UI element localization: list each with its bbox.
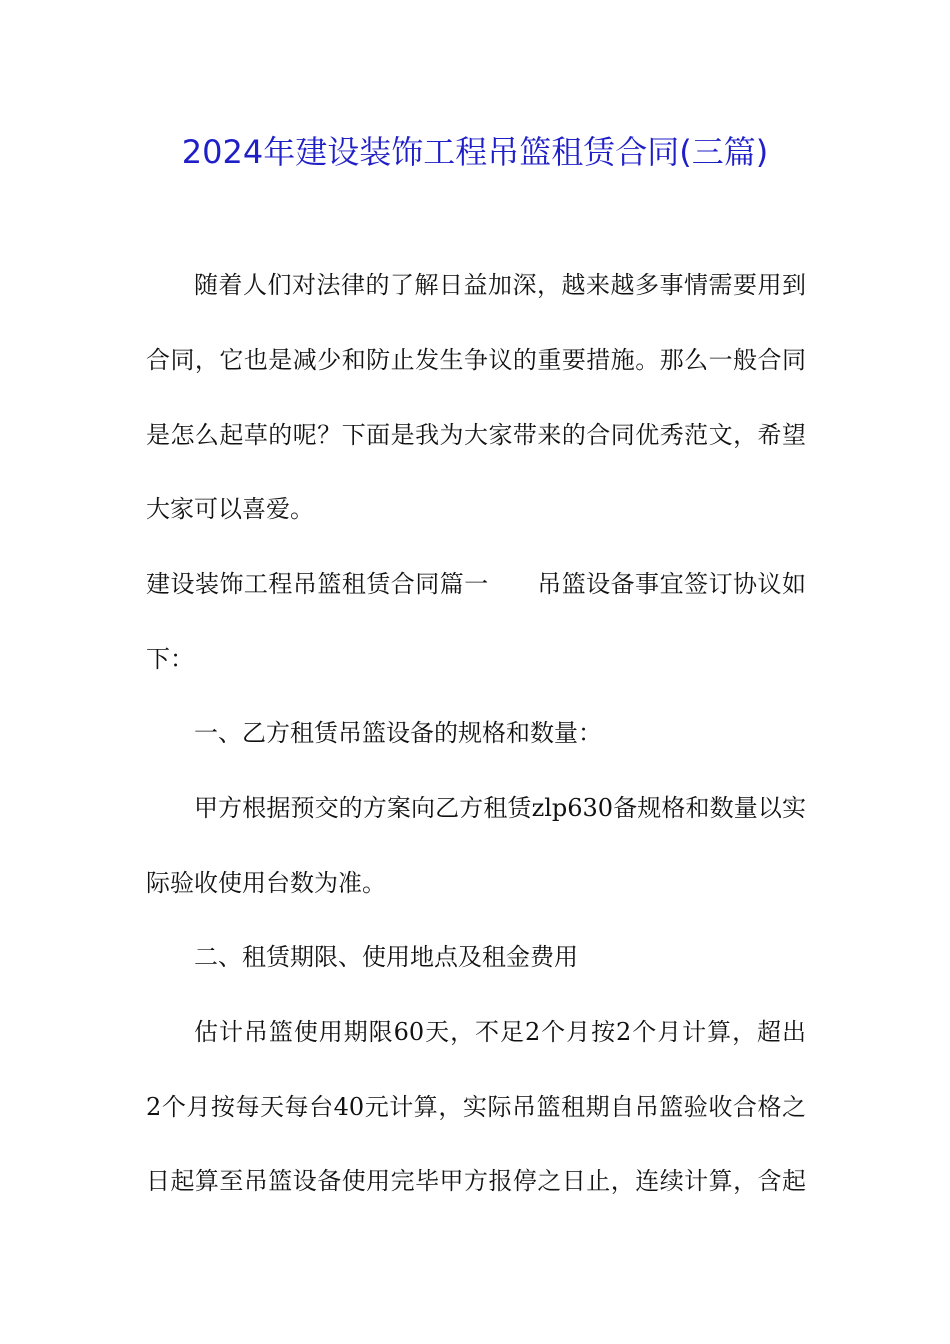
paragraph-line: 估计吊篮使用期限60天，不足2个月按2个月计算，超出 <box>194 1018 806 1046</box>
paragraph-line: 日起算至吊篮设备使用完毕甲方报停之日止，连续计算，含起 <box>146 1167 806 1195</box>
paragraph-line: 是怎么起草的呢？下面是我为大家带来的合同优秀范文，希望 <box>146 421 806 449</box>
paragraph-line: 大家可以喜爱。 <box>146 495 314 523</box>
paragraph-line: 随着人们对法律的了解日益加深，越来越多事情需要用到 <box>194 271 806 299</box>
paragraph-line: 际验收使用台数为准。 <box>146 869 386 897</box>
clause-heading: 一、乙方租赁吊篮设备的规格和数量： <box>194 719 602 747</box>
section-heading: 建设装饰工程吊篮租赁合同篇一 <box>146 570 489 598</box>
section-heading-line <box>146 567 806 601</box>
paragraph-text: 吊篮设备事宜签订协议如 <box>536 570 806 598</box>
paragraph-line: 合同，它也是减少和防止发生争议的重要措施。那么一般合同 <box>146 346 806 374</box>
paragraph-line: 甲方根据预交的方案向乙方租赁zlp630备规格和数量以实 <box>194 794 806 822</box>
clause-heading: 二、租赁期限、使用地点及租金费用 <box>194 943 578 971</box>
paragraph-line: 下： <box>146 645 194 673</box>
document-title: 2024年建设装饰工程吊篮租赁合同(三篇) <box>181 133 769 171</box>
paragraph-line: 2个月按每天每台40元计算，实际吊篮租期自吊篮验收合格之 <box>146 1093 806 1121</box>
